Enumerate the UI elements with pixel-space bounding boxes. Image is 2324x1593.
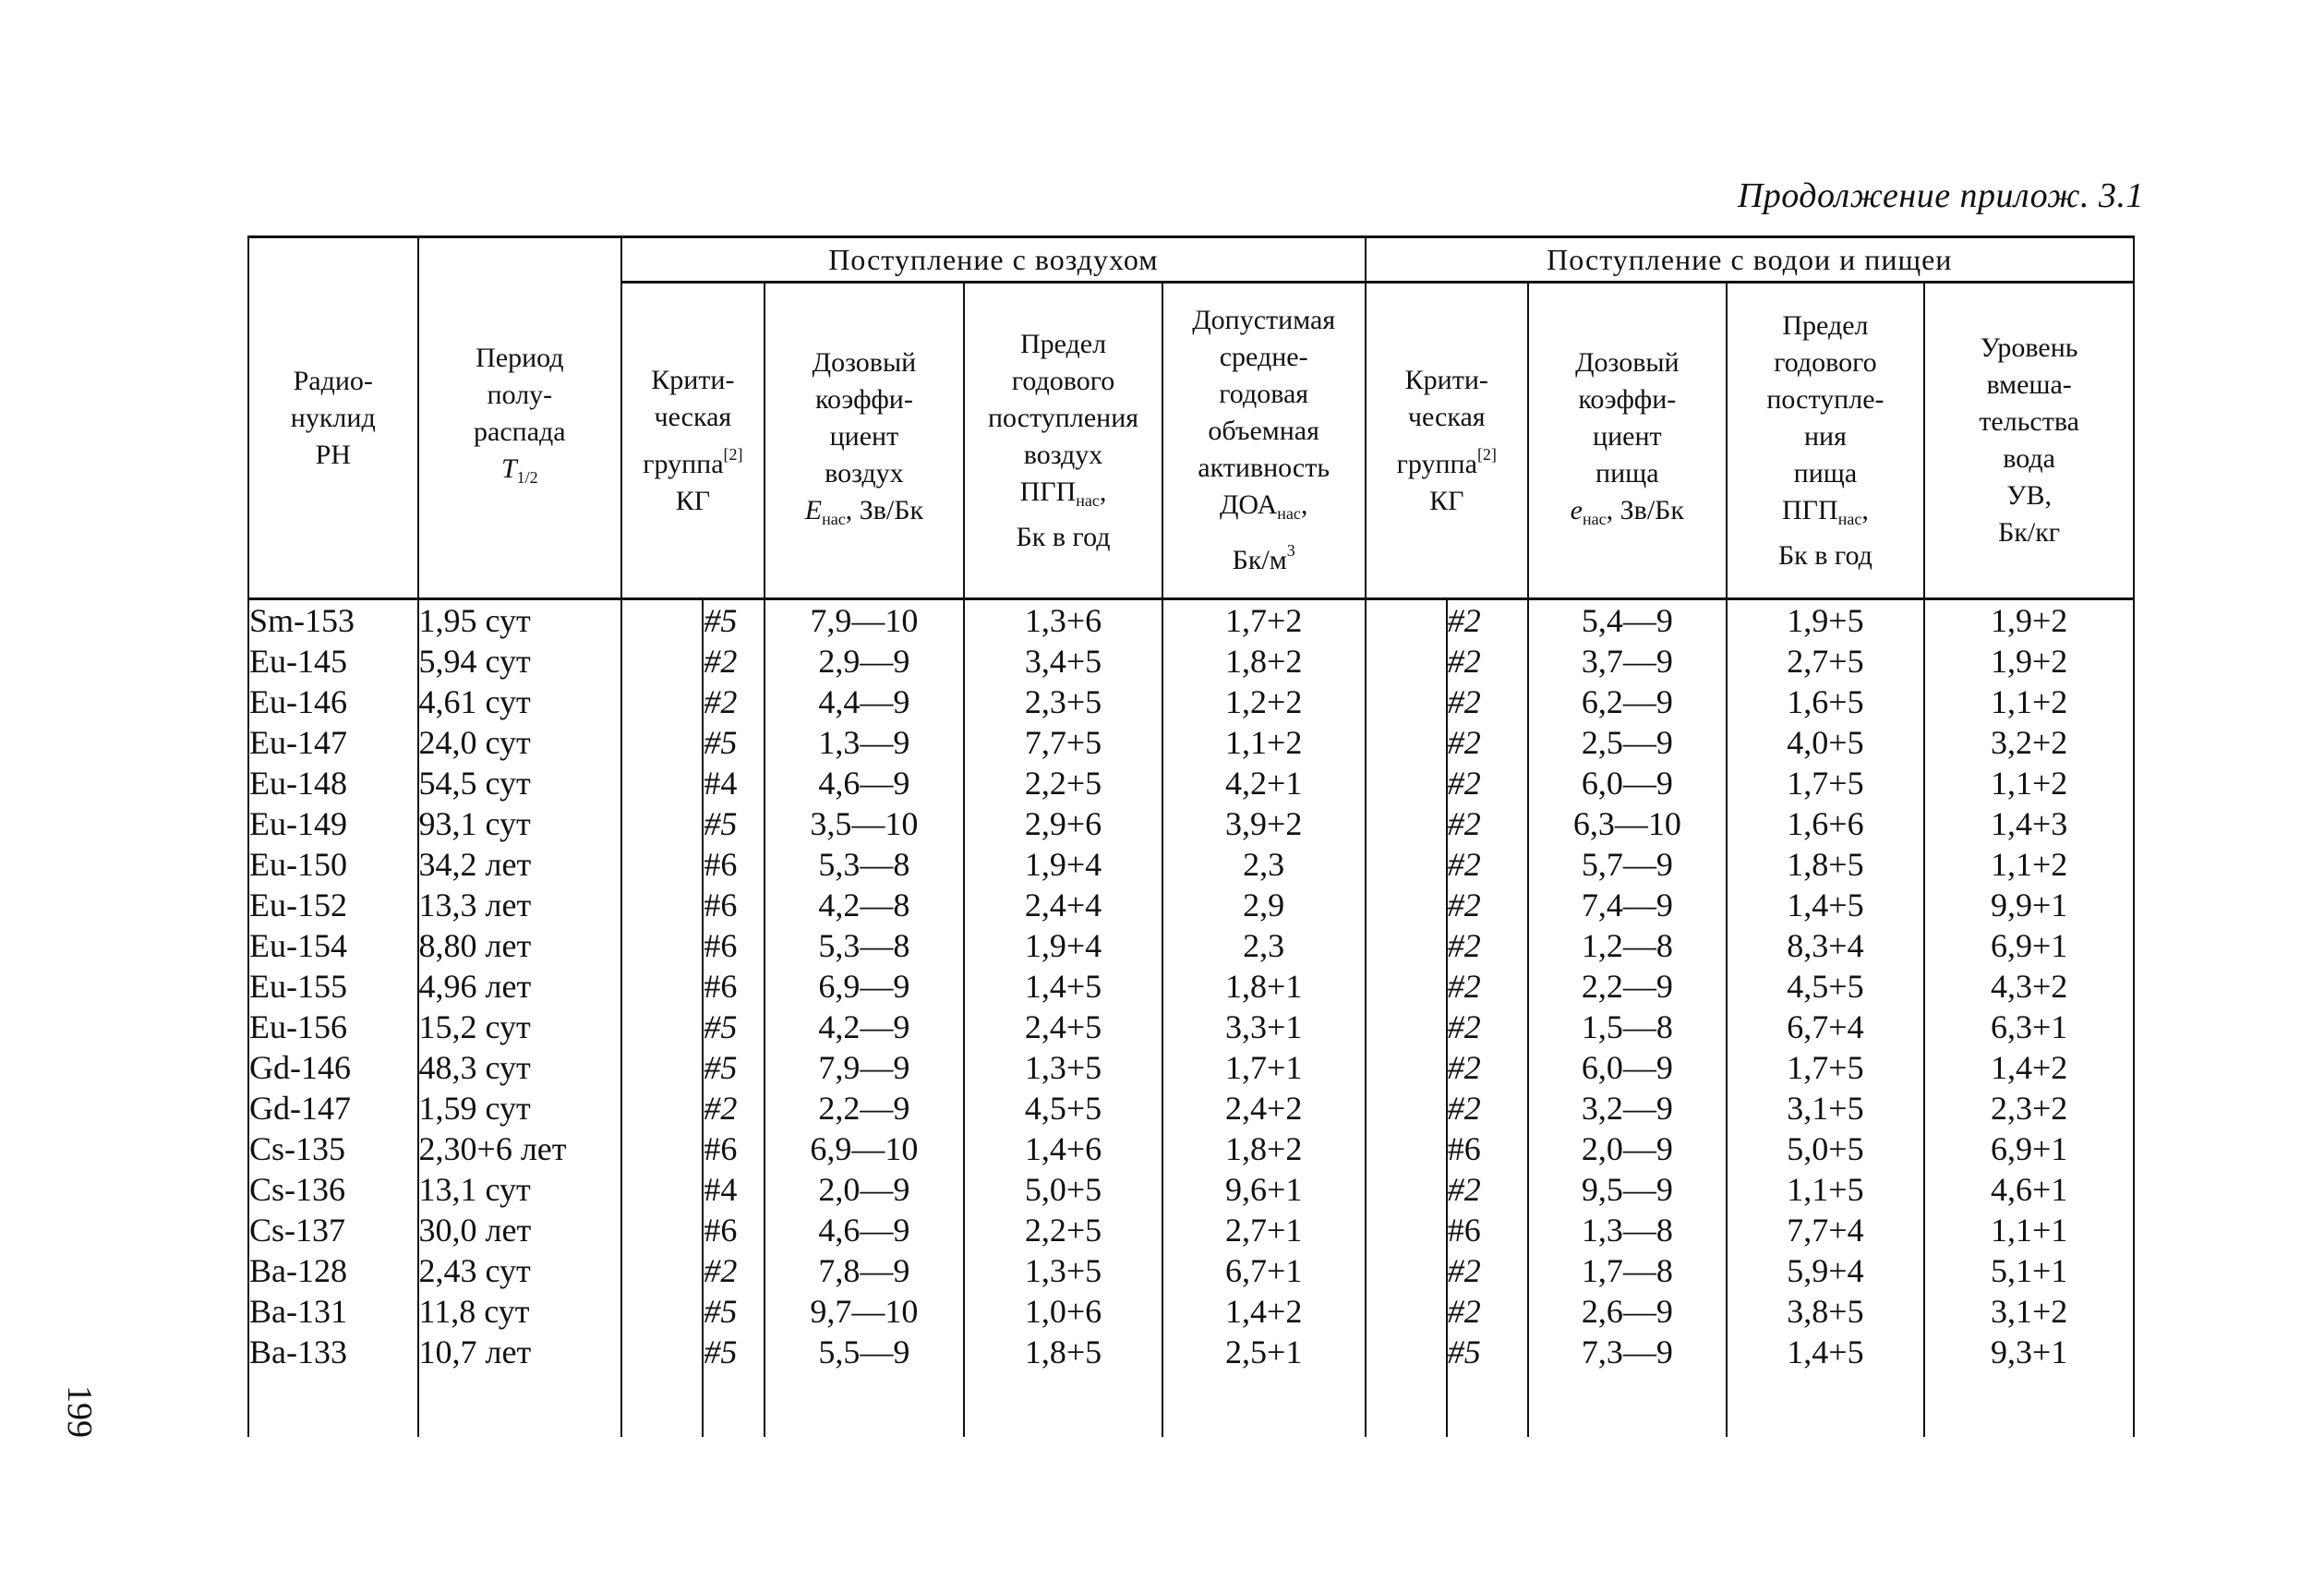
cell-critical-group-air: #5 — [703, 722, 764, 763]
table-row — [248, 1169, 2134, 1210]
cell-dose-coef-air: 4,2—8 — [765, 885, 965, 925]
cell-half-life: 13,1 сут — [418, 1169, 622, 1210]
header-dose-coef-air: Дозовый коэффи- циент воздух $E_{нас}$, Зв/Бк — [765, 283, 965, 599]
cell-critical-group-air: #5 — [703, 1007, 764, 1047]
cell-intervention-level: 6,9+1 — [1924, 925, 2134, 966]
cell-dose-coef-air: 6,9—10 — [765, 1128, 965, 1169]
cell-nuclide: Eu-152 — [248, 885, 418, 925]
table-row — [248, 844, 2134, 885]
cell-nuclide: Cs-137 — [248, 1210, 418, 1250]
cell-half-life: 48,3 сут — [418, 1047, 622, 1088]
cell-spacer — [1366, 682, 1447, 722]
cell-intervention-level: 1,1+1 — [1924, 1210, 2134, 1250]
cell-allowed-activity-air: 1,4+2 — [1162, 1291, 1366, 1332]
cell-nuclide: Eu-155 — [248, 966, 418, 1007]
cell-spacer — [621, 1169, 703, 1210]
cell-intake-limit-food: 6,7+4 — [1727, 1007, 1925, 1047]
table-row — [248, 1007, 2134, 1047]
cell-dose-coef-air: 2,0—9 — [765, 1169, 965, 1210]
cell-critical-group-food: #5 — [1447, 1332, 1528, 1372]
header-nuclide: Радио- нуклид РН — [248, 237, 418, 599]
cell-critical-group-air: #4 — [703, 1169, 764, 1210]
cell-intake-limit-air: 2,2+5 — [964, 1210, 1162, 1250]
cell-half-life: 5,94 сут — [418, 641, 622, 682]
cell-dose-coef-food: 3,2—9 — [1528, 1088, 1727, 1128]
cell-spacer — [1366, 1250, 1447, 1291]
cell-spacer — [1366, 844, 1447, 885]
cell-intake-limit-air: 2,3+5 — [964, 682, 1162, 722]
cell-intake-limit-air: 1,8+5 — [964, 1332, 1162, 1372]
cell-spacer — [621, 682, 703, 722]
cell-spacer — [621, 885, 703, 925]
table-row — [248, 763, 2134, 803]
cell-dose-coef-food: 5,7—9 — [1528, 844, 1727, 885]
header-intervention-level: Уровень вмеша- тельства вода УВ, Бк/кг — [1924, 283, 2134, 599]
cell-dose-coef-food: 1,3—8 — [1528, 1210, 1727, 1250]
cell-half-life: 93,1 сут — [418, 803, 622, 844]
cell-empty — [703, 1372, 764, 1437]
cell-intervention-level: 5,1+1 — [1924, 1250, 2134, 1291]
cell-intervention-level: 6,3+1 — [1924, 1007, 2134, 1047]
cell-critical-group-food: #2 — [1447, 682, 1528, 722]
cell-half-life: 4,61 сут — [418, 682, 622, 722]
cell-critical-group-air: #6 — [703, 925, 764, 966]
cell-intake-limit-air: 1,3+5 — [964, 1047, 1162, 1088]
cell-dose-coef-air: 4,6—9 — [765, 1210, 965, 1250]
header-group-water-food: Поступление с водои и пищеи — [1366, 237, 2134, 283]
cell-dose-coef-food: 6,2—9 — [1528, 682, 1727, 722]
table-row — [248, 925, 2134, 966]
table-row — [248, 641, 2134, 682]
cell-critical-group-food: #2 — [1447, 803, 1528, 844]
cell-allowed-activity-air: 9,6+1 — [1162, 1169, 1366, 1210]
cell-dose-coef-food: 1,7—8 — [1528, 1250, 1727, 1291]
cell-intake-limit-air: 1,4+5 — [964, 966, 1162, 1007]
cell-intake-limit-air: 2,2+5 — [964, 763, 1162, 803]
cell-dose-coef-air: 5,3—8 — [765, 925, 965, 966]
cell-intake-limit-food: 3,1+5 — [1727, 1088, 1925, 1128]
cell-spacer — [621, 1128, 703, 1169]
cell-intervention-level: 9,3+1 — [1924, 1332, 2134, 1372]
cell-intake-limit-air: 2,4+4 — [964, 885, 1162, 925]
header-intake-limit-air: Предел годового поступления воздух $ПГП_{нас}$, Бк в год — [964, 283, 1162, 599]
cell-critical-group-air: #6 — [703, 1210, 764, 1250]
cell-intake-limit-air: 2,9+6 — [964, 803, 1162, 844]
table-row — [248, 1047, 2134, 1088]
cell-half-life: 24,0 сут — [418, 722, 622, 763]
cell-empty — [1727, 1372, 1925, 1437]
cell-allowed-activity-air: 1,8+1 — [1162, 966, 1366, 1007]
cell-allowed-activity-air: 1,1+2 — [1162, 722, 1366, 763]
cell-nuclide: Cs-135 — [248, 1128, 418, 1169]
cell-dose-coef-food: 2,0—9 — [1528, 1128, 1727, 1169]
cell-half-life: 10,7 лет — [418, 1332, 622, 1372]
cell-spacer — [621, 1210, 703, 1250]
cell-dose-coef-air: 4,6—9 — [765, 763, 965, 803]
cell-intake-limit-air: 1,3+5 — [964, 1250, 1162, 1291]
cell-dose-coef-food: 2,2—9 — [1528, 966, 1727, 1007]
cell-spacer — [621, 1007, 703, 1047]
cell-spacer — [621, 1088, 703, 1128]
table-row — [248, 1250, 2134, 1291]
cell-dose-coef-food: 9,5—9 — [1528, 1169, 1727, 1210]
cell-intake-limit-air: 3,4+5 — [964, 641, 1162, 682]
cell-spacer — [1366, 1332, 1447, 1372]
cell-empty — [248, 1372, 418, 1437]
cell-intake-limit-air: 5,0+5 — [964, 1169, 1162, 1210]
cell-critical-group-food: #2 — [1447, 844, 1528, 885]
cell-nuclide: Eu-150 — [248, 844, 418, 885]
cell-empty — [621, 1372, 703, 1437]
cell-spacer — [1366, 1291, 1447, 1332]
cell-dose-coef-food: 3,7—9 — [1528, 641, 1727, 682]
cell-allowed-activity-air: 2,7+1 — [1162, 1210, 1366, 1250]
cell-spacer — [621, 844, 703, 885]
table-row — [248, 722, 2134, 763]
cell-intervention-level: 1,4+2 — [1924, 1047, 2134, 1088]
cell-empty — [1162, 1372, 1366, 1437]
cell-intake-limit-food: 3,8+5 — [1727, 1291, 1925, 1332]
cell-intake-limit-food: 1,8+5 — [1727, 844, 1925, 885]
cell-intervention-level: 1,9+2 — [1924, 599, 2134, 642]
cell-nuclide: Sm-153 — [248, 599, 418, 642]
cell-critical-group-food: #2 — [1447, 722, 1528, 763]
cell-critical-group-food: #2 — [1447, 1007, 1528, 1047]
cell-spacer — [1366, 763, 1447, 803]
cell-intake-limit-food: 5,0+5 — [1727, 1128, 1925, 1169]
radionuclide-table — [247, 235, 2135, 1437]
cell-spacer — [621, 1250, 703, 1291]
table-body — [248, 599, 2134, 1438]
cell-critical-group-air: #2 — [703, 682, 764, 722]
cell-critical-group-food: #2 — [1447, 966, 1528, 1007]
cell-allowed-activity-air: 1,7+1 — [1162, 1047, 1366, 1088]
cell-dose-coef-air: 5,5—9 — [765, 1332, 965, 1372]
cell-critical-group-food: #2 — [1447, 599, 1528, 642]
cell-dose-coef-food: 6,3—10 — [1528, 803, 1727, 844]
cell-spacer — [1366, 1169, 1447, 1210]
cell-half-life: 13,3 лет — [418, 885, 622, 925]
cell-nuclide: Ba-131 — [248, 1291, 418, 1332]
cell-allowed-activity-air: 1,7+2 — [1162, 599, 1366, 642]
cell-intervention-level: 3,1+2 — [1924, 1291, 2134, 1332]
cell-intervention-level: 9,9+1 — [1924, 885, 2134, 925]
header-allowed-activity-air: Допустимая средне- годовая объемная активность $ДОА_{нас}$, $Бк/м^3$ — [1162, 283, 1366, 599]
cell-empty — [1528, 1372, 1727, 1437]
header-group-air: Поступление с воздухом — [621, 237, 1365, 283]
cell-dose-coef-air: 2,2—9 — [765, 1088, 965, 1128]
cell-critical-group-food: #2 — [1447, 1250, 1528, 1291]
cell-intake-limit-food: 1,4+5 — [1727, 885, 1925, 925]
cell-critical-group-air: #5 — [703, 803, 764, 844]
cell-spacer — [621, 599, 703, 642]
cell-half-life: 11,8 сут — [418, 1291, 622, 1332]
cell-intake-limit-air: 1,4+6 — [964, 1128, 1162, 1169]
cell-spacer — [1366, 641, 1447, 682]
cell-critical-group-air: #4 — [703, 763, 764, 803]
cell-intake-limit-food: 5,9+4 — [1727, 1250, 1925, 1291]
cell-spacer — [1366, 599, 1447, 642]
header-critical-group-air: Крити- ческая группа[2] КГ — [621, 283, 764, 599]
cell-dose-coef-air: 7,8—9 — [765, 1250, 965, 1291]
cell-dose-coef-air: 9,7—10 — [765, 1291, 965, 1332]
cell-spacer — [1366, 966, 1447, 1007]
table-row — [248, 1291, 2134, 1332]
cell-dose-coef-air: 3,5—10 — [765, 803, 965, 844]
cell-critical-group-air: #5 — [703, 1047, 764, 1088]
cell-dose-coef-air: 2,9—9 — [765, 641, 965, 682]
table-caption: Продолжение прилож. 3.1 — [1737, 176, 2144, 215]
table-row — [248, 1332, 2134, 1372]
cell-critical-group-air: #6 — [703, 844, 764, 885]
cell-spacer — [621, 803, 703, 844]
cell-spacer — [1366, 925, 1447, 966]
cell-dose-coef-food: 7,3—9 — [1528, 1332, 1727, 1372]
table-row — [248, 1128, 2134, 1169]
cell-empty — [1924, 1372, 2134, 1437]
cell-spacer — [1366, 1047, 1447, 1088]
cell-empty — [964, 1372, 1162, 1437]
cell-intake-limit-air: 2,4+5 — [964, 1007, 1162, 1047]
cell-nuclide: Eu-145 — [248, 641, 418, 682]
cell-empty — [1447, 1372, 1528, 1437]
cell-dose-coef-air: 7,9—9 — [765, 1047, 965, 1088]
cell-allowed-activity-air: 2,4+2 — [1162, 1088, 1366, 1128]
cell-critical-group-air: #6 — [703, 966, 764, 1007]
cell-intake-limit-food: 1,7+5 — [1727, 763, 1925, 803]
cell-intake-limit-food: 1,6+5 — [1727, 682, 1925, 722]
cell-spacer — [1366, 722, 1447, 763]
cell-critical-group-food: #2 — [1447, 641, 1528, 682]
cell-intake-limit-food: 7,7+4 — [1727, 1210, 1925, 1250]
cell-intake-limit-air: 7,7+5 — [964, 722, 1162, 763]
cell-allowed-activity-air: 2,9 — [1162, 885, 1366, 925]
cell-spacer — [1366, 1128, 1447, 1169]
cell-dose-coef-food: 1,5—8 — [1528, 1007, 1727, 1047]
cell-critical-group-food: #2 — [1447, 1088, 1528, 1128]
cell-nuclide: Gd-146 — [248, 1047, 418, 1088]
cell-half-life: 54,5 сут — [418, 763, 622, 803]
cell-critical-group-air: #5 — [703, 599, 764, 642]
cell-critical-group-air: #2 — [703, 641, 764, 682]
cell-intake-limit-air: 1,0+6 — [964, 1291, 1162, 1332]
cell-intervention-level: 6,9+1 — [1924, 1128, 2134, 1169]
cell-spacer — [621, 1047, 703, 1088]
cell-half-life: 2,30+6 лет — [418, 1128, 622, 1169]
cell-dose-coef-air: 7,9—10 — [765, 599, 965, 642]
cell-half-life: 34,2 лет — [418, 844, 622, 885]
cell-nuclide: Eu-146 — [248, 682, 418, 722]
cell-dose-coef-food: 2,5—9 — [1528, 722, 1727, 763]
cell-intake-limit-food: 1,7+5 — [1727, 1047, 1925, 1088]
cell-allowed-activity-air: 1,8+2 — [1162, 1128, 1366, 1169]
table-row — [248, 803, 2134, 844]
cell-spacer — [1366, 1007, 1447, 1047]
cell-dose-coef-air: 5,3—8 — [765, 844, 965, 885]
cell-nuclide: Ba-128 — [248, 1250, 418, 1291]
cell-intake-limit-food: 1,9+5 — [1727, 599, 1925, 642]
cell-spacer — [621, 722, 703, 763]
cell-spacer — [621, 966, 703, 1007]
cell-allowed-activity-air: 3,3+1 — [1162, 1007, 1366, 1047]
cell-allowed-activity-air: 3,9+2 — [1162, 803, 1366, 844]
cell-nuclide: Eu-154 — [248, 925, 418, 966]
cell-intake-limit-air: 1,9+4 — [964, 925, 1162, 966]
cell-intake-limit-food: 4,0+5 — [1727, 722, 1925, 763]
cell-dose-coef-food: 6,0—9 — [1528, 1047, 1727, 1088]
cell-nuclide: Eu-149 — [248, 803, 418, 844]
cell-dose-coef-air: 1,3—9 — [765, 722, 965, 763]
table-row — [248, 682, 2134, 722]
table-filler-row — [248, 1372, 2134, 1437]
cell-spacer — [1366, 1088, 1447, 1128]
cell-critical-group-air: #5 — [703, 1332, 764, 1372]
cell-spacer — [621, 763, 703, 803]
cell-intervention-level: 4,6+1 — [1924, 1169, 2134, 1210]
cell-empty — [765, 1372, 965, 1437]
cell-allowed-activity-air: 2,5+1 — [1162, 1332, 1366, 1372]
cell-nuclide: Cs-136 — [248, 1169, 418, 1210]
cell-spacer — [621, 641, 703, 682]
cell-intervention-level: 4,3+2 — [1924, 966, 2134, 1007]
cell-intake-limit-food: 1,6+6 — [1727, 803, 1925, 844]
cell-half-life: 1,95 сут — [418, 599, 622, 642]
cell-critical-group-air: #5 — [703, 1291, 764, 1332]
cell-nuclide: Gd-147 — [248, 1088, 418, 1128]
cell-dose-coef-food: 2,6—9 — [1528, 1291, 1727, 1332]
cell-dose-coef-food: 1,2—8 — [1528, 925, 1727, 966]
cell-allowed-activity-air: 2,3 — [1162, 925, 1366, 966]
cell-half-life: 4,96 лет — [418, 966, 622, 1007]
cell-half-life: 1,59 сут — [418, 1088, 622, 1128]
cell-allowed-activity-air: 4,2+1 — [1162, 763, 1366, 803]
cell-half-life: 30,0 лет — [418, 1210, 622, 1250]
cell-nuclide: Eu-147 — [248, 722, 418, 763]
cell-intervention-level: 1,4+3 — [1924, 803, 2134, 844]
cell-intervention-level: 1,1+2 — [1924, 763, 2134, 803]
cell-spacer — [1366, 885, 1447, 925]
table-row — [248, 966, 2134, 1007]
cell-critical-group-food: #2 — [1447, 1169, 1528, 1210]
cell-intake-limit-food: 8,3+4 — [1727, 925, 1925, 966]
cell-spacer — [621, 925, 703, 966]
cell-intervention-level: 1,1+2 — [1924, 844, 2134, 885]
cell-intervention-level: 3,2+2 — [1924, 722, 2134, 763]
header-critical-group-food: Крити- ческая группа[2] КГ — [1366, 283, 1529, 599]
cell-allowed-activity-air: 6,7+1 — [1162, 1250, 1366, 1291]
cell-spacer — [1366, 803, 1447, 844]
cell-dose-coef-air: 6,9—9 — [765, 966, 965, 1007]
table-row — [248, 599, 2134, 642]
cell-dose-coef-air: 4,2—9 — [765, 1007, 965, 1047]
table-row — [248, 885, 2134, 925]
cell-intervention-level: 1,9+2 — [1924, 641, 2134, 682]
cell-dose-coef-air: 4,4—9 — [765, 682, 965, 722]
cell-empty — [418, 1372, 622, 1437]
cell-critical-group-food: #2 — [1447, 1047, 1528, 1088]
cell-intake-limit-air: 1,9+4 — [964, 844, 1162, 885]
cell-nuclide: Eu-148 — [248, 763, 418, 803]
cell-intake-limit-air: 4,5+5 — [964, 1088, 1162, 1128]
cell-critical-group-food: #2 — [1447, 763, 1528, 803]
cell-critical-group-air: #6 — [703, 1128, 764, 1169]
cell-half-life: 2,43 сут — [418, 1250, 622, 1291]
cell-dose-coef-food: 6,0—9 — [1528, 763, 1727, 803]
table-row — [248, 1088, 2134, 1128]
cell-dose-coef-food: 7,4—9 — [1528, 885, 1727, 925]
table-row — [248, 1210, 2134, 1250]
cell-spacer — [621, 1291, 703, 1332]
cell-critical-group-food: #2 — [1447, 885, 1528, 925]
header-intake-limit-food: Предел годового поступле- ния пища $ПГП_{нас}$, Бк в год — [1727, 283, 1925, 599]
cell-intake-limit-food: 4,5+5 — [1727, 966, 1925, 1007]
cell-critical-group-food: #6 — [1447, 1210, 1528, 1250]
cell-critical-group-air: #2 — [703, 1250, 764, 1291]
cell-nuclide: Eu-156 — [248, 1007, 418, 1047]
cell-allowed-activity-air: 1,8+2 — [1162, 641, 1366, 682]
cell-intervention-level: 2,3+2 — [1924, 1088, 2134, 1128]
cell-allowed-activity-air: 1,2+2 — [1162, 682, 1366, 722]
cell-critical-group-food: #6 — [1447, 1128, 1528, 1169]
cell-spacer — [1366, 1210, 1447, 1250]
cell-half-life: 15,2 сут — [418, 1007, 622, 1047]
cell-half-life: 8,80 лет — [418, 925, 622, 966]
cell-intake-limit-food: 1,4+5 — [1727, 1332, 1925, 1372]
cell-intervention-level: 1,1+2 — [1924, 682, 2134, 722]
cell-allowed-activity-air: 2,3 — [1162, 844, 1366, 885]
cell-spacer — [621, 1332, 703, 1372]
cell-critical-group-air: #2 — [703, 1088, 764, 1128]
cell-nuclide: Ba-133 — [248, 1332, 418, 1372]
cell-critical-group-food: #2 — [1447, 1291, 1528, 1332]
cell-critical-group-food: #2 — [1447, 925, 1528, 966]
cell-intake-limit-food: 2,7+5 — [1727, 641, 1925, 682]
cell-dose-coef-food: 5,4—9 — [1528, 599, 1727, 642]
cell-critical-group-air: #6 — [703, 885, 764, 925]
cell-intake-limit-air: 1,3+6 — [964, 599, 1162, 642]
cell-intake-limit-food: 1,1+5 — [1727, 1169, 1925, 1210]
header-dose-coef-food: Дозовый коэффи- циент пища $e_{нас}$, Зв/Бк — [1528, 283, 1727, 599]
cell-empty — [1366, 1372, 1447, 1437]
page-number: 199 — [60, 1385, 99, 1438]
header-half-life: Период полу- распада $T_{1/2}$ — [418, 237, 622, 599]
